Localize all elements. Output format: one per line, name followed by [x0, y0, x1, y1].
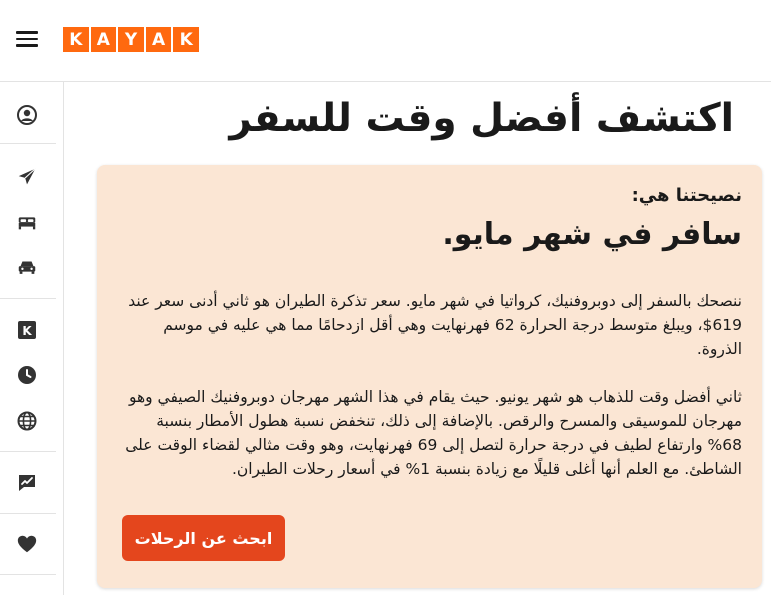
- page-title: اكتشف أفضل وقت للسفر: [229, 96, 734, 141]
- bed-icon[interactable]: [16, 211, 38, 233]
- kayak-logo[interactable]: [63, 27, 199, 52]
- user-circle-icon[interactable]: [16, 104, 38, 126]
- sidebar-nav: [0, 82, 64, 595]
- trends-icon[interactable]: [16, 472, 38, 494]
- logo-letter: K: [63, 27, 89, 52]
- sidebar-divider: [0, 143, 56, 144]
- sidebar-divider: [0, 513, 56, 514]
- advice-paragraph-2: ثاني أفضل وقت للذهاب هو شهر يونيو. حيث يقام في هذا الشهر مهرجان دوبروفنيك الصيفي وهو مهرجان للموسيقى والمسرح والرقص. بالإضافة إلى ذلك، تنخفض نسبة هطول الأمطار بنسبة 68% وارتفاع لطيف في درجة حرارة لتصل إلى 69 فهرنهايت، وهو وقت مثالي لقضاء الوقت على الشاطئ. مع العلم أنها أغلى قليلًا مع زيادة بنسبة 1% في أسعار رحلات الطيران.: [125, 388, 742, 478]
- logo-letter: A: [91, 27, 117, 52]
- advice-card: [97, 165, 762, 588]
- search-flights-button[interactable]: ابحث عن الرحلات: [122, 515, 285, 561]
- heart-icon[interactable]: [16, 533, 38, 555]
- advice-paragraph-1: ننصحك بالسفر إلى دوبروفنيك، كرواتيا في شهر مايو. سعر تذكرة الطيران هو ثاني أدنى سعر عند 619$، ويبلغ متوسط درجة الحرارة 62 فهرنهايت وهي أقل ازدحامًا مما هي عليه في موسم الذروة.: [128, 292, 742, 358]
- logo-letter: Y: [118, 27, 144, 52]
- kayak-k-icon[interactable]: [16, 319, 38, 341]
- advice-label: نصيحتنا هي:: [631, 185, 742, 206]
- advice-headline: سافر في شهر مايو.: [442, 217, 742, 252]
- sidebar-divider: [0, 574, 56, 575]
- top-header: [0, 0, 771, 82]
- logo-letter: A: [146, 27, 172, 52]
- clock-icon[interactable]: [16, 364, 38, 386]
- plane-icon[interactable]: [16, 166, 38, 188]
- logo-letter: K: [173, 27, 199, 52]
- sidebar-divider: [0, 298, 56, 299]
- hamburger-menu-icon[interactable]: [16, 31, 38, 49]
- sidebar-divider: [0, 451, 56, 452]
- globe-icon[interactable]: [16, 410, 38, 432]
- car-icon[interactable]: [16, 256, 38, 278]
- svg-text:K: K: [22, 324, 32, 338]
